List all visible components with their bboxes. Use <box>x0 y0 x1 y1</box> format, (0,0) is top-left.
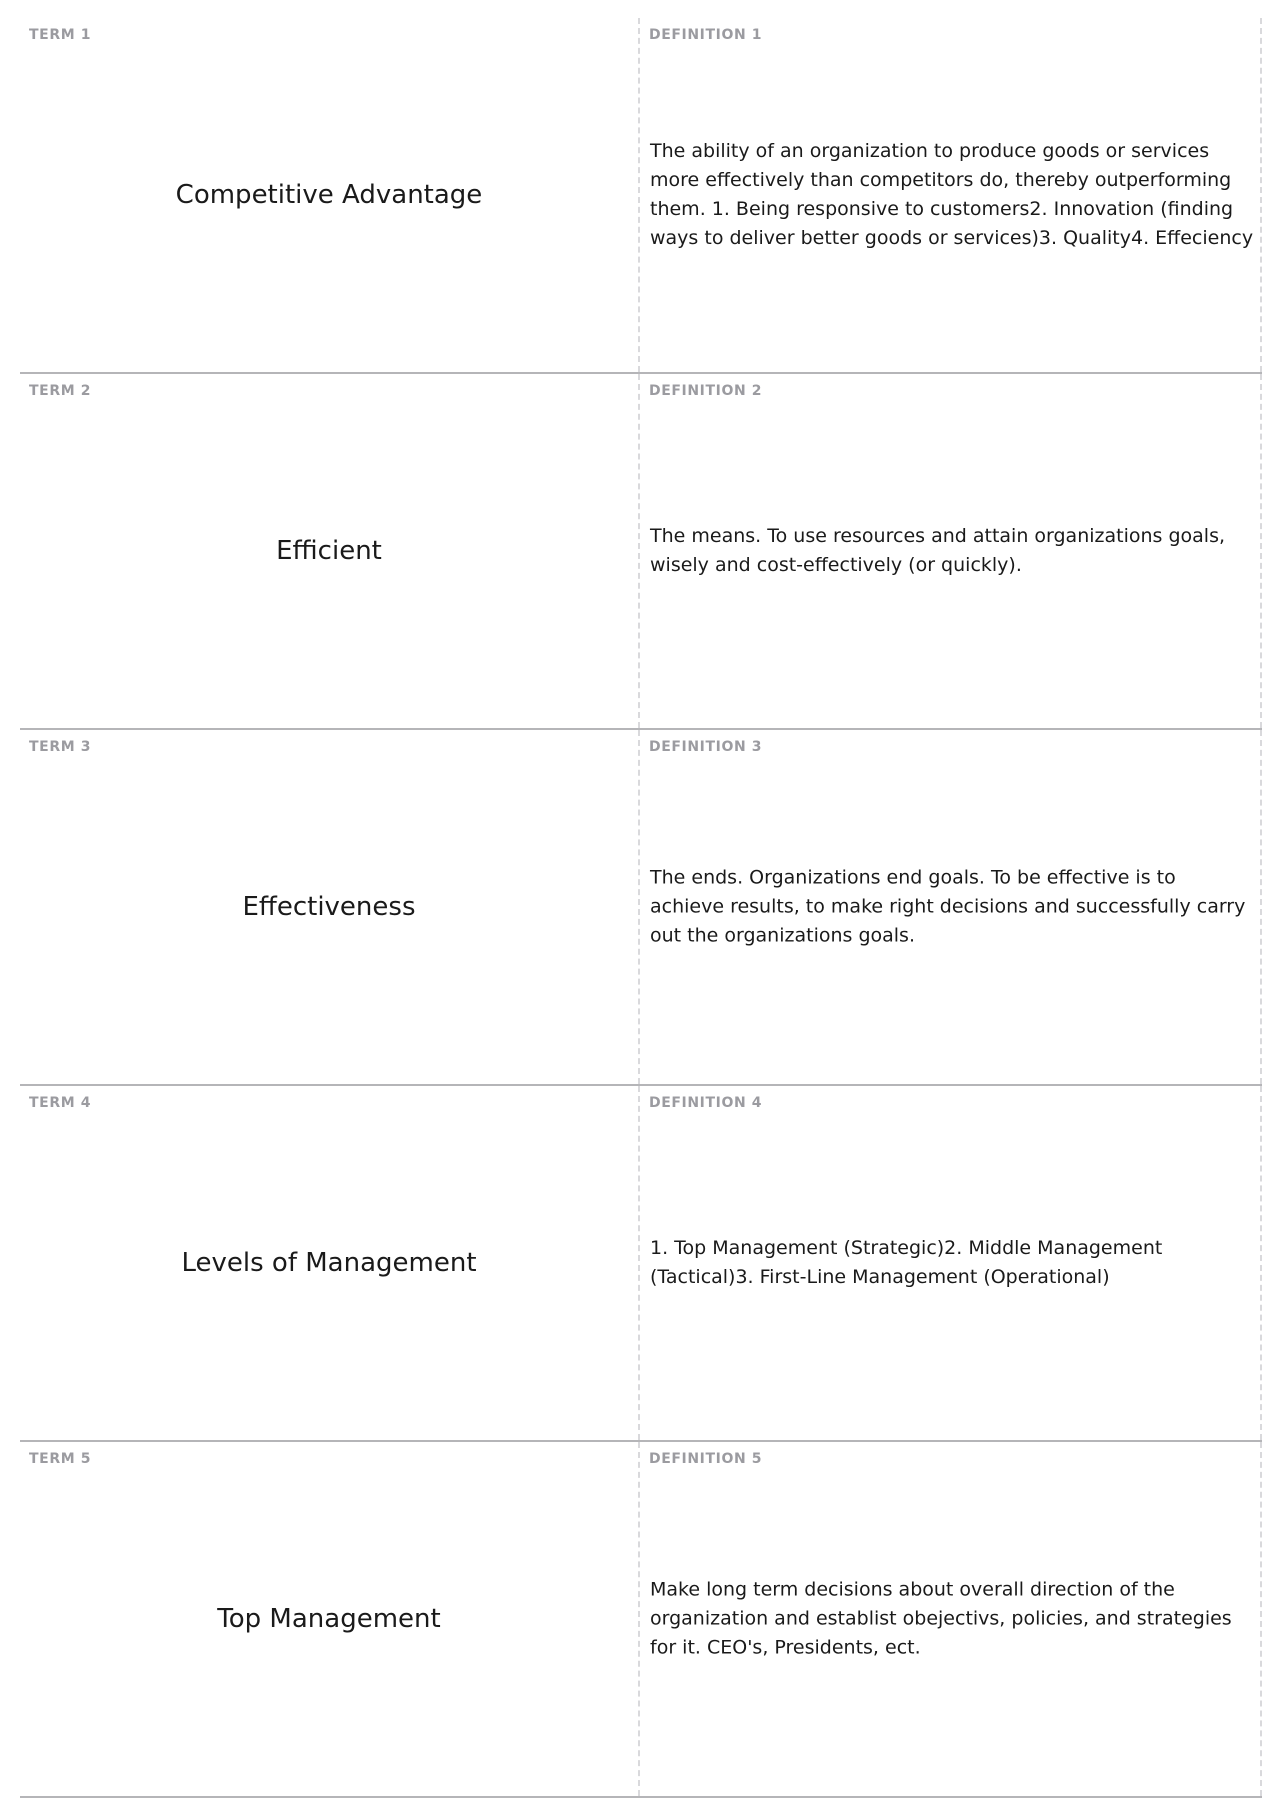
definition-cell <box>640 1442 1262 1796</box>
definition-label: DEFINITION 1 <box>649 27 763 43</box>
definition-text: The ends. Organizations end goals. To be effective is to achieve results, to make right decisions and successfully carry out the organizations goals. <box>650 866 1246 947</box>
flashcard-3 <box>20 730 1262 1086</box>
term-label: TERM 1 <box>29 27 92 43</box>
term-label: TERM 3 <box>29 739 92 755</box>
flashcard-2 <box>20 374 1262 730</box>
definition-text: Make long term decisions about overall direction of the organization and establist obejectivs, policies, and strategies for it. CEO's, Presidents, ect. <box>650 1578 1232 1659</box>
term-label: TERM 2 <box>29 383 92 399</box>
term-text: Effectiveness <box>242 892 416 922</box>
definition-cell <box>640 730 1262 1084</box>
term-label: TERM 5 <box>29 1451 92 1467</box>
term-text: Levels of Management <box>181 1248 477 1278</box>
definition-text: The ability of an organization to produce goods or services more effectively than competitors do, thereby outperforming them. 1. Being responsive to customers2. Innovation (finding ways to deliver better goods or services)3. Quality4. Effeciency <box>650 140 1254 249</box>
term-cell <box>20 730 640 1084</box>
definition-label: DEFINITION 4 <box>649 1095 763 1111</box>
definition-cell <box>640 1086 1262 1440</box>
definition-label: DEFINITION 5 <box>649 1451 763 1467</box>
definition-text: The means. To use resources and attain organizations goals, wisely and cost-effectively (or quickly). <box>650 525 1226 576</box>
definition-text: 1. Top Management (Strategic)2. Middle Management (Tactical)3. First-Line Management (Operational) <box>650 1237 1163 1288</box>
term-text: Efficient <box>276 536 382 566</box>
flashcard-4 <box>20 1086 1262 1442</box>
definition-cell <box>640 374 1262 728</box>
term-text: Top Management <box>217 1604 441 1634</box>
term-cell <box>20 1442 640 1796</box>
flashcard-1 <box>20 18 1262 374</box>
definition-label: DEFINITION 3 <box>649 739 763 755</box>
flashcard-sheet <box>20 18 1262 1798</box>
term-cell <box>20 374 640 728</box>
term-label: TERM 4 <box>29 1095 92 1111</box>
definition-label: DEFINITION 2 <box>649 383 763 399</box>
term-cell <box>20 1086 640 1440</box>
definition-cell <box>640 18 1262 372</box>
term-cell <box>20 18 640 372</box>
flashcard-5 <box>20 1442 1262 1798</box>
term-text: Competitive Advantage <box>175 180 483 210</box>
